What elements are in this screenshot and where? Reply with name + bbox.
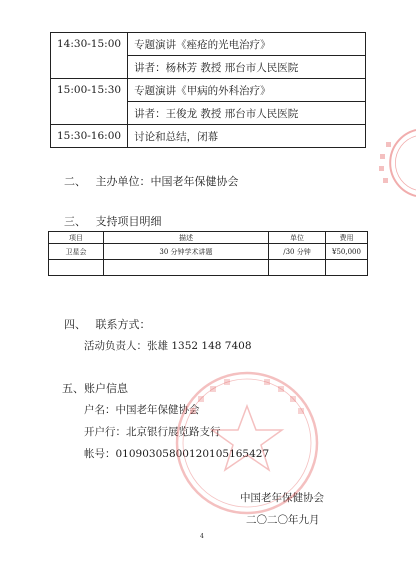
support-table bbox=[48, 231, 368, 276]
section-number: 四、 bbox=[64, 318, 86, 331]
table-row bbox=[51, 125, 366, 148]
table-row bbox=[51, 102, 366, 125]
column-header: 描述 bbox=[104, 232, 269, 244]
page-number: 4 bbox=[200, 533, 204, 540]
table-header-row bbox=[49, 232, 368, 244]
table-cell: 卫星会 bbox=[49, 244, 104, 260]
table-cell: 30 分钟学术讲题 bbox=[104, 244, 269, 260]
time-cell: 15:30-16:00 bbox=[51, 125, 128, 148]
table-row bbox=[49, 260, 368, 276]
table-cell: /30 分钟 bbox=[269, 244, 326, 260]
table-cell bbox=[269, 260, 326, 276]
section-text: 主办单位：中国老年保健协会 bbox=[95, 175, 239, 188]
talk-title: 讨论和总结，闭幕 bbox=[128, 125, 366, 148]
contact-person: 活动负责人：张雄 1352 148 7408 bbox=[84, 340, 252, 352]
talk-title: 专题演讲《甲病的外科治疗》 bbox=[128, 79, 366, 102]
account-number: 帐号：01090305800120105165427 bbox=[84, 448, 270, 460]
table-cell bbox=[326, 260, 368, 276]
table-row bbox=[51, 33, 366, 56]
column-header: 项目 bbox=[49, 232, 104, 244]
signature-org: 中国老年保健协会 bbox=[240, 492, 324, 504]
section-5-heading: 五、账户信息 bbox=[62, 382, 128, 395]
section-2-heading bbox=[64, 173, 239, 189]
talk-title: 专题演讲《痤疮的光电治疗》 bbox=[128, 33, 366, 56]
section-4-heading bbox=[64, 316, 151, 332]
section-text: 联系方式： bbox=[95, 318, 151, 331]
table-row bbox=[51, 56, 366, 79]
account-name: 户名：中国老年保健协会 bbox=[84, 404, 200, 416]
signature-date: 二〇二〇年九月 bbox=[246, 514, 320, 526]
table-cell bbox=[104, 260, 269, 276]
section-text: 支持项目明细 bbox=[95, 215, 162, 228]
section-3-heading bbox=[64, 213, 162, 229]
column-header: 单位 bbox=[269, 232, 326, 244]
partial-seal-stamp bbox=[366, 128, 416, 198]
table-row bbox=[51, 79, 366, 102]
talk-speaker: 讲者：杨林芳 教授 邢台市人民医院 bbox=[128, 56, 366, 79]
time-cell: 15:00-15:30 bbox=[51, 79, 128, 102]
table-row bbox=[49, 244, 368, 260]
section-number: 二、 bbox=[64, 175, 86, 188]
bank-name: 开户行：北京银行展览路支行 bbox=[84, 426, 221, 438]
column-header: 费用 bbox=[326, 232, 368, 244]
time-cell: 14:30-15:00 bbox=[51, 33, 128, 56]
section-number: 三、 bbox=[64, 215, 86, 228]
table-cell bbox=[49, 260, 104, 276]
table-cell: ¥50,000 bbox=[326, 244, 368, 260]
talk-speaker: 讲者：王俊龙 教授 邢台市人民医院 bbox=[128, 102, 366, 125]
schedule-table bbox=[50, 32, 366, 148]
